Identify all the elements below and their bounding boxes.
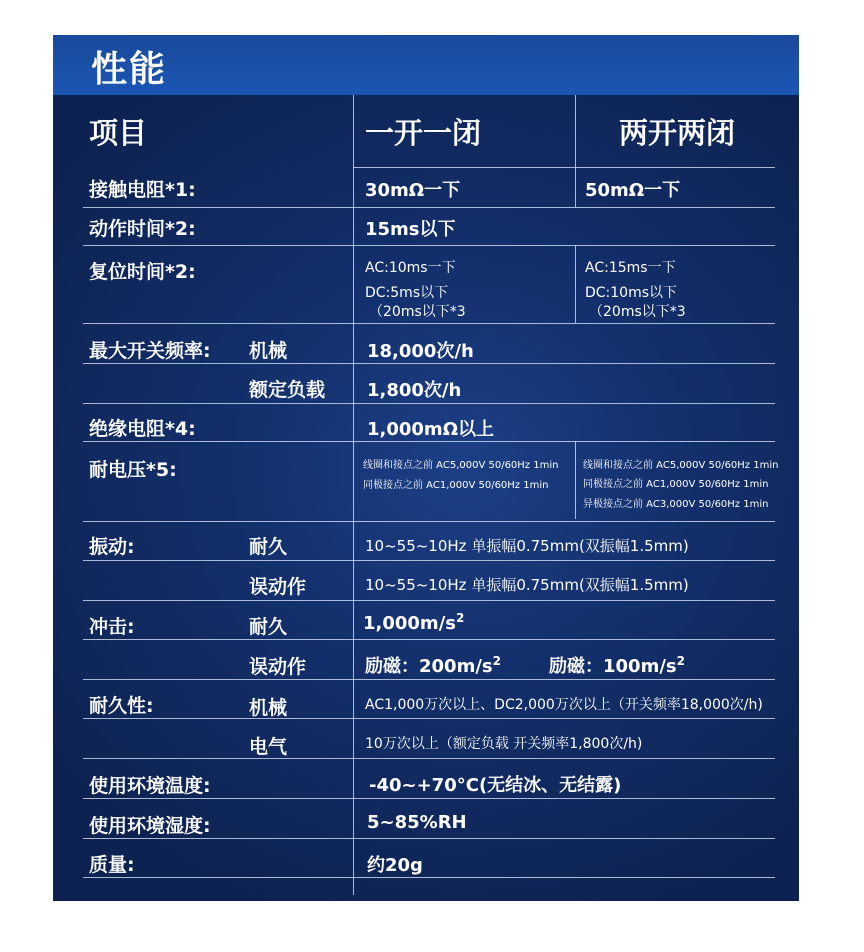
value-vibration-malfunction: 10~55~10Hz 单振幅0.75mm(双振幅1.5mm) bbox=[365, 576, 689, 594]
value-dielectric-2-line1: 线圈和接点之前 AC5,000V 50/60Hz 1min bbox=[583, 460, 779, 471]
value-operate-time: 15ms以下 bbox=[365, 219, 456, 240]
value-weight: 约20g bbox=[367, 855, 423, 876]
value-release-ac-1: AC:10ms一下 bbox=[365, 260, 456, 276]
row-line bbox=[83, 679, 775, 680]
value-dielectric-1-line1: 线圈和接点之前 AC5,000V 50/60Hz 1min bbox=[363, 460, 559, 471]
value-dielectric-1-line2: 同极接点之前 AC1,000V 50/60Hz 1min bbox=[363, 480, 549, 491]
value-release-note-2: （20ms以下*3 bbox=[589, 304, 686, 320]
sublabel-shock-endurance: 耐久 bbox=[249, 616, 288, 638]
value-release-dc-2: DC:10ms以下 bbox=[585, 285, 678, 301]
row-line bbox=[83, 363, 775, 364]
row-line bbox=[83, 441, 775, 442]
label-weight: 质量: bbox=[89, 854, 135, 876]
label-insulation: 绝缘电阻*4: bbox=[89, 418, 196, 440]
sublabel-mechanical: 机械 bbox=[249, 340, 288, 362]
label-operate-time: 动作时间*2: bbox=[89, 218, 196, 240]
label-humidity: 使用环境湿度: bbox=[89, 815, 211, 837]
row-line bbox=[83, 323, 775, 324]
row-line bbox=[83, 521, 775, 522]
value-dielectric-2-line3: 异极接点之前 AC3,000V 50/60Hz 1min bbox=[583, 499, 769, 510]
spec-table bbox=[53, 35, 799, 901]
row-line bbox=[83, 798, 775, 799]
label-dielectric: 耐电压*5: bbox=[89, 459, 177, 481]
value-release-ac-2: AC:15ms一下 bbox=[585, 260, 676, 276]
column-divider-2-header bbox=[575, 95, 576, 167]
row-line bbox=[83, 718, 775, 719]
value-contact-resistance-1: 30mΩ一下 bbox=[365, 180, 461, 201]
row-line bbox=[83, 758, 775, 759]
row-line bbox=[83, 560, 775, 561]
value-humidity: 5~85%RH bbox=[367, 812, 467, 833]
sublabel-vibration-endurance: 耐久 bbox=[249, 536, 288, 558]
value-vibration-endurance: 10~55~10Hz 单振幅0.75mm(双振幅1.5mm) bbox=[365, 537, 689, 555]
value-contact-resistance-2: 50mΩ一下 bbox=[585, 180, 681, 201]
column-divider-2-dielectric bbox=[575, 441, 576, 519]
sublabel-vibration-malfunction: 误动作 bbox=[249, 576, 307, 598]
header-one-open-one-close: 一开一闭 bbox=[365, 116, 482, 150]
label-vibration: 振动: bbox=[89, 536, 135, 558]
value-temperature: -40~+70°C(无结冰、无结露) bbox=[369, 775, 622, 796]
label-temperature: 使用环境温度: bbox=[89, 775, 211, 797]
value-max-frequency-rated: 1,800次/h bbox=[367, 380, 462, 401]
row-line bbox=[83, 207, 775, 208]
performance-panel bbox=[53, 35, 799, 901]
sublabel-rated-load: 额定负载 bbox=[249, 379, 326, 401]
value-shock-malfunction-a: 励磁：$200m/s^2$ bbox=[365, 654, 501, 677]
value-release-dc-1: DC:5ms以下 bbox=[365, 285, 449, 301]
page-title: 性能 bbox=[91, 49, 168, 90]
label-release-time: 复位时间*2: bbox=[89, 261, 196, 283]
column-divider-2-contact bbox=[575, 167, 576, 207]
value-dielectric-2-line2: 同极接点之前 AC1,000V 50/60Hz 1min bbox=[583, 479, 769, 490]
label-endurance: 耐久性: bbox=[89, 695, 154, 717]
row-line bbox=[83, 877, 775, 878]
row-line bbox=[353, 167, 775, 168]
value-shock-malfunction-b: 励磁：$100m/s^2$ bbox=[549, 654, 685, 677]
sublabel-shock-malfunction: 误动作 bbox=[249, 656, 307, 678]
value-endurance-electrical: 10万次以上（额定负载 开关频率1,800次/h) bbox=[365, 736, 643, 752]
header-item: 项目 bbox=[89, 116, 148, 150]
row-line bbox=[83, 245, 775, 246]
value-max-frequency-mechanical: 18,000次/h bbox=[367, 341, 474, 362]
label-contact-resistance: 接触电阻*1: bbox=[89, 179, 196, 201]
label-max-frequency: 最大开关频率: bbox=[89, 340, 211, 362]
row-line bbox=[83, 639, 775, 640]
column-divider-2-release bbox=[575, 245, 576, 323]
sublabel-endurance-mechanical: 机械 bbox=[249, 697, 288, 719]
column-divider-1 bbox=[353, 95, 354, 895]
value-insulation: 1,000mΩ以上 bbox=[367, 419, 494, 440]
sublabel-endurance-electrical: 电气 bbox=[249, 736, 288, 758]
value-shock-endurance: $1,000m/s^2$ bbox=[363, 611, 465, 634]
label-shock: 冲击: bbox=[89, 616, 135, 638]
value-release-note-1: （20ms以下*3 bbox=[369, 304, 466, 320]
header-two-open-two-close: 两开两闭 bbox=[619, 116, 736, 150]
row-line bbox=[83, 403, 775, 404]
row-line bbox=[83, 600, 775, 601]
value-endurance-mechanical: AC1,000万次以上、DC2,000万次以上（开关频率18,000次/h) bbox=[365, 697, 763, 713]
row-line bbox=[83, 838, 775, 839]
